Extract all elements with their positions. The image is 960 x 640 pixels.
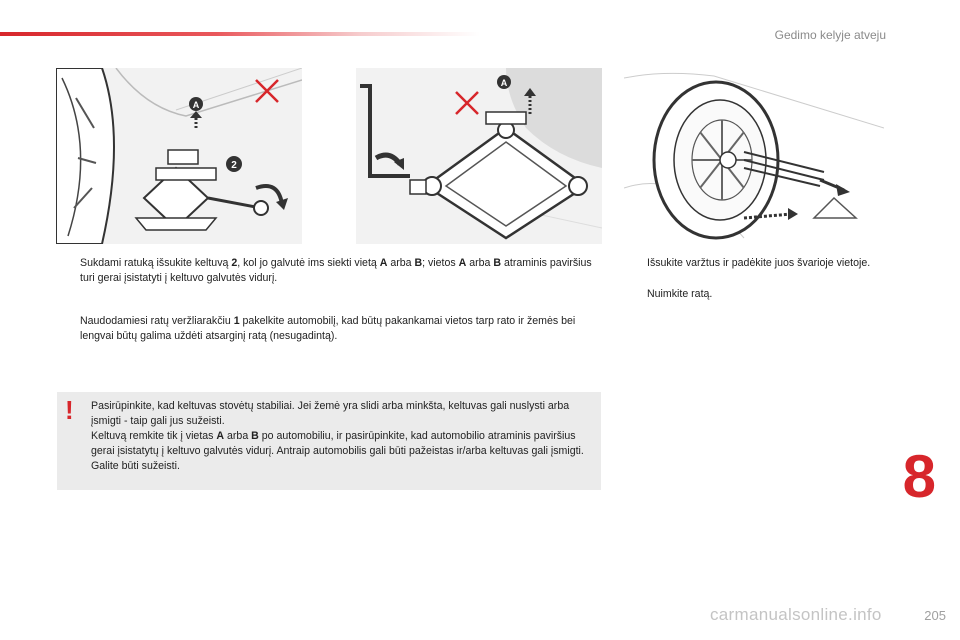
wheel-removal-illustration xyxy=(624,68,884,244)
instruction-text: Nuimkite ratą. xyxy=(647,288,713,300)
instruction-text: Naudodamiesi ratų veržliarakčiu 1 pakelkite automobilį, kad būtų pakankamai vietos tarp rato ir žemės bei lengvai būtų galima uždėti atsarginį ratą (nesugadintą). xyxy=(80,315,576,342)
svg-text:2: 2 xyxy=(231,160,237,171)
jack-number-2-marker xyxy=(226,156,242,172)
warning-line-1: Pasirūpinkite, kad keltuvas stovėtų stabiliai. Jei žemė yra slidi arba minkšta, keltuvas gali nuslysti arba įsmigti - taip gali jus sužeisti. xyxy=(91,400,570,427)
svg-text:A: A xyxy=(192,100,200,110)
warning-box xyxy=(57,392,601,490)
svg-text:A: A xyxy=(500,78,508,88)
warning-text xyxy=(91,399,591,474)
figure-wheel-removal xyxy=(624,68,884,244)
point-a-marker xyxy=(189,97,203,111)
instruction-remove-wheel xyxy=(624,287,884,302)
warning-icon: ! xyxy=(65,395,74,425)
section-title: Gedimo kelyje atveju xyxy=(774,28,886,42)
instruction-lift-car xyxy=(57,314,602,344)
figure-jack-closeup xyxy=(356,68,602,244)
instruction-raise-jack xyxy=(57,256,602,286)
warning-line-2: Keltuvą remkite tik į vietas A arba B po automobiliu, ir pasirūpinkite, kad automobilio atraminis paviršius gerai įsistatytų į keltuvo galvutės vidurį. Antraip automobilis gali būti pažeistas ir/arba keltuvas gali įsmigti. Galite būti sužeisti. xyxy=(91,430,584,472)
chapter-number: 8 xyxy=(902,443,936,510)
instruction-remove-bolts xyxy=(624,256,884,271)
page-number: 205 xyxy=(924,608,946,623)
figure-jack-under-car xyxy=(56,68,302,244)
point-a-marker xyxy=(497,75,511,89)
jack-under-car-illustration xyxy=(56,68,302,244)
instruction-text: Sukdami ratuką išsukite keltuvą 2, kol jo galvutė ims siekti vietą A arba B; vietos A arba B atraminis paviršius turi gerai įsistatyti į keltuvo galvutės vidurį. xyxy=(80,257,592,284)
instruction-text: Išsukite varžtus ir padėkite juos švarioje vietoje. xyxy=(647,257,871,269)
watermark: carmanualsonline.info xyxy=(710,605,882,624)
jack-closeup-illustration xyxy=(356,68,602,244)
header-accent-bar xyxy=(0,32,480,36)
